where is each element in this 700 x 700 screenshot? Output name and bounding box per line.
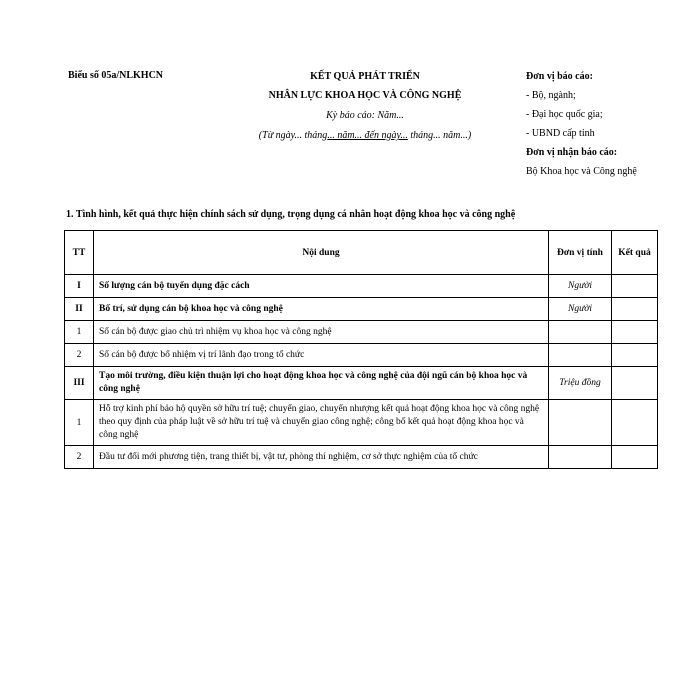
row-result [612, 298, 658, 321]
row-unit [549, 446, 612, 469]
row-result [612, 344, 658, 367]
receiving-unit: Bộ Khoa học và Công nghệ [526, 166, 637, 177]
date-range-start: (Từ ngày... tháng [258, 130, 328, 141]
header-result: Kết quả [612, 231, 658, 275]
row-content: Số cán bộ được bổ nhiệm vị trí lãnh đạo trong tổ chức [94, 344, 549, 367]
row-content: Bố trí, sử dụng cán bộ khoa học và công nghệ [94, 298, 549, 321]
row-content: Đầu tư đổi mới phương tiện, trang thiết bị, vật tư, phòng thí nghiệm, cơ sở thực nghiệm của tổ chức [94, 446, 549, 469]
row-unit: Triệu đồng [549, 367, 612, 400]
form-code: Biểu số 05a/NLKHCN [68, 70, 164, 81]
table-row [65, 344, 658, 367]
receiving-unit-label: Đơn vị nhận báo cáo: [526, 147, 618, 158]
table-row [65, 400, 658, 446]
date-range-end: tháng... năm...) [407, 130, 472, 141]
section-title: 1. Tình hình, kết quả thực hiện chính sách sử dụng, trọng dụng cá nhân hoạt động khoa học và công nghệ [66, 209, 516, 220]
row-result [612, 367, 658, 400]
table-row [65, 446, 658, 469]
table-header-row [65, 231, 658, 275]
row-tt: 1 [65, 321, 94, 344]
date-range-middle: ... năm... đến ngày... [327, 130, 408, 141]
table-row [65, 298, 658, 321]
row-result [612, 400, 658, 446]
row-tt: II [65, 298, 94, 321]
row-content: Tạo môi trường, điều kiện thuận lợi cho hoạt động khoa học và công nghệ của đội ngũ cán bộ khoa học và công nghệ [94, 367, 549, 400]
row-result [612, 446, 658, 469]
row-result [612, 275, 658, 298]
row-unit: Người [549, 275, 612, 298]
row-unit [549, 321, 612, 344]
reporting-unit-item: - UBND cấp tỉnh [526, 128, 595, 139]
report-title-line2: NHÂN LỰC KHOA HỌC VÀ CÔNG NGHỆ [268, 90, 462, 101]
report-title-block [215, 70, 515, 142]
table-row [65, 367, 658, 400]
row-content: Số lượng cán bộ tuyển dụng đặc cách [94, 275, 549, 298]
row-tt: I [65, 275, 94, 298]
report-title-line1: KẾT QUẢ PHÁT TRIỂN [310, 71, 420, 82]
report-date-range [215, 129, 515, 142]
table-row [65, 275, 658, 298]
row-content: Số cán bộ được giao chủ trì nhiệm vụ khoa học và công nghệ [94, 321, 549, 344]
header-content: Nội dung [94, 231, 549, 275]
header-tt: TT [65, 231, 94, 275]
row-unit [549, 400, 612, 446]
table-row [65, 321, 658, 344]
reporting-unit-item: - Đại học quốc gia; [526, 109, 603, 120]
row-unit: Người [549, 298, 612, 321]
row-unit [549, 344, 612, 367]
row-result [612, 321, 658, 344]
header-unit: Đơn vị tính [549, 231, 612, 275]
row-tt: 1 [65, 400, 94, 446]
reporting-unit-label: Đơn vị báo cáo: [526, 71, 593, 82]
row-tt: III [65, 367, 94, 400]
report-period: Kỳ báo cáo: Năm... [326, 110, 404, 121]
row-content: Hỗ trợ kinh phí bảo hộ quyền sở hữu trí tuệ; chuyển giao, chuyển nhượng kết quả hoạt động khoa học và công nghệ theo quy định của pháp luật về sở hữu trí tuệ và chuyển giao công nghệ; công bố kết quả hoạt động khoa học và công nghệ [94, 400, 549, 446]
reporting-info [526, 70, 696, 184]
report-table [64, 230, 658, 469]
reporting-unit-item: - Bộ, ngành; [526, 90, 576, 101]
row-tt: 2 [65, 344, 94, 367]
row-tt: 2 [65, 446, 94, 469]
